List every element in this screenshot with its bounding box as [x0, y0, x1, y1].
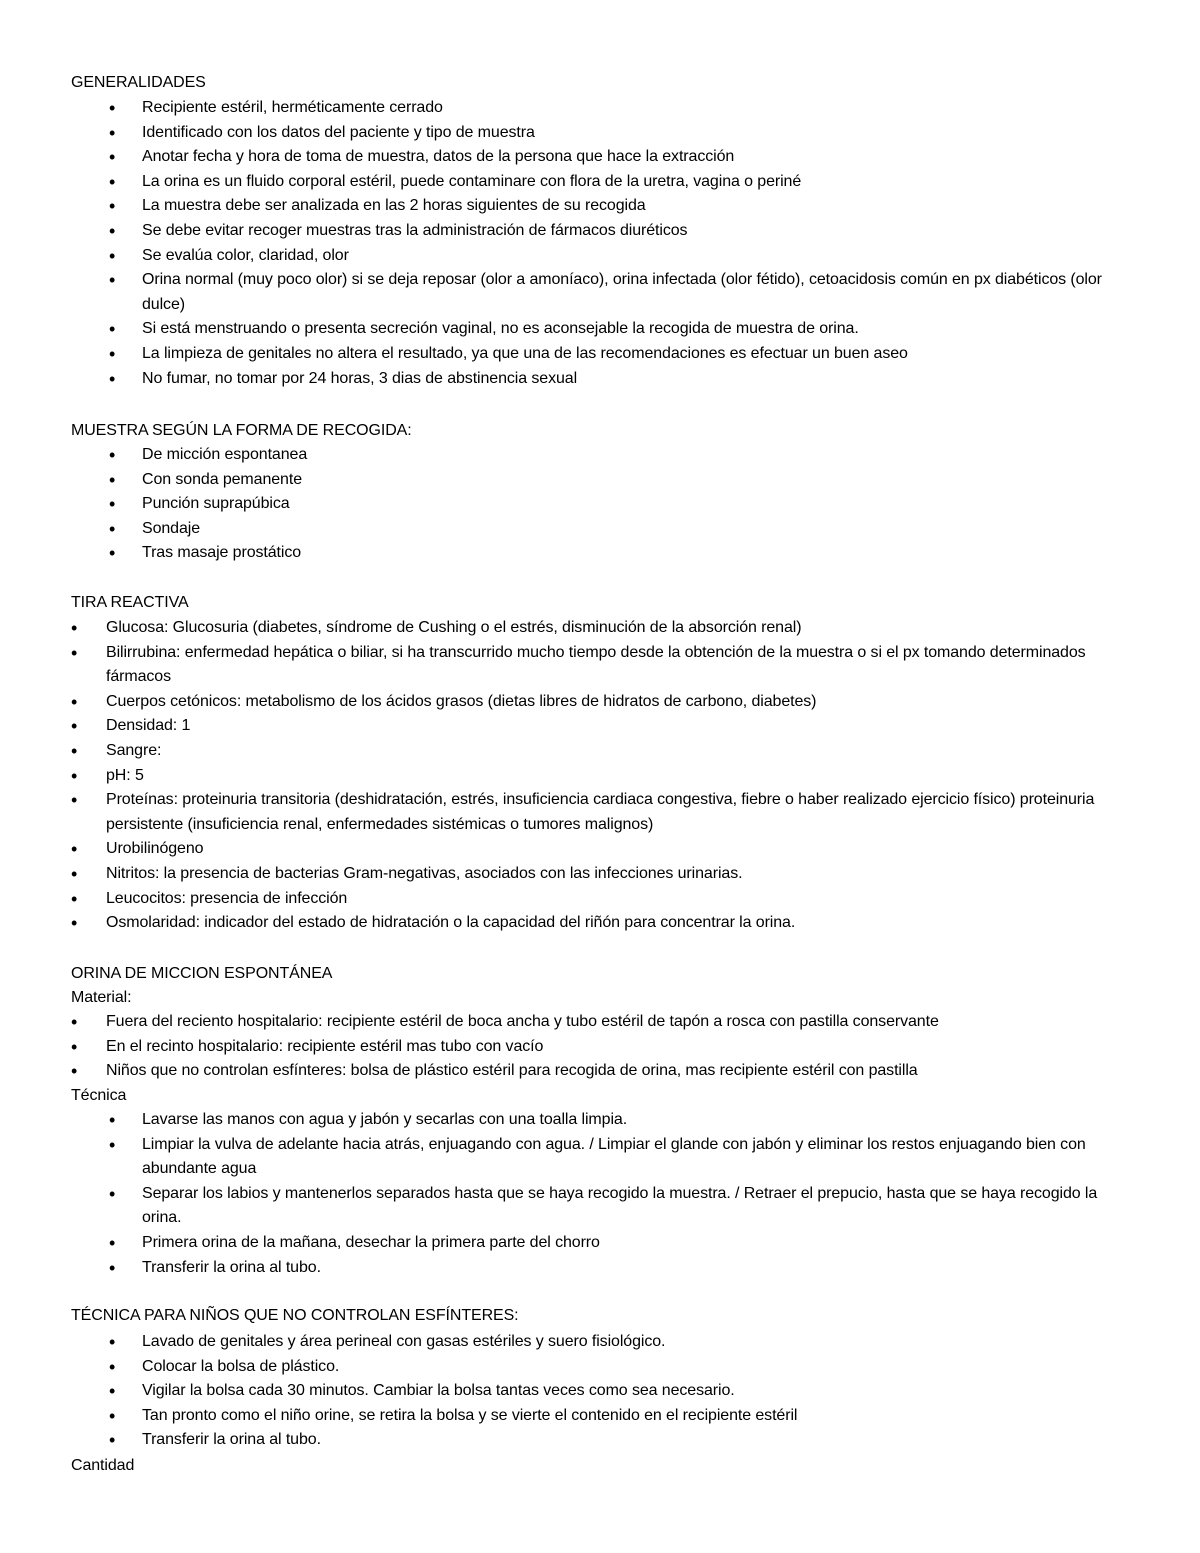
list-item: • Cuerpos cetónicos: metabolismo de los ácidos grasos (dietas libres de hidratos de carbono, diabetes)	[106, 690, 1136, 715]
list-item: • Recipiente estéril, herméticamente cerrado	[142, 96, 1132, 121]
list-item: • Primera orina de la mañana, desechar la primera parte del chorro	[142, 1231, 1132, 1256]
section-heading-orina-espontanea: ORINA DE MICCION ESPONTÁNEA	[71, 965, 333, 982]
material-label: Material:	[71, 989, 132, 1006]
list-item: • Densidad: 1	[106, 714, 1136, 739]
list-item: • En el recinto hospitalario: recipiente estéril mas tubo con vacío	[106, 1035, 1136, 1060]
list-item: • Lavado de genitales y área perineal con gasas estériles y suero fisiológico.	[142, 1330, 1132, 1355]
tecnica-label: Técnica	[71, 1087, 127, 1104]
list-item: • Orina normal (muy poco olor) si se deja reposar (olor a amoníaco), orina infectada (olor fétido), cetoacidosis común en px diabéticos (olor dulce)	[142, 268, 1132, 317]
section-heading-generalidades: GENERALIDADES	[71, 74, 206, 91]
section-heading-tecnica-ninos: TÉCNICA PARA NIÑOS QUE NO CONTROLAN ESFÍNTERES:	[71, 1307, 519, 1324]
list-item: • Tan pronto como el niño orine, se retira la bolsa y se vierte el contenido en el recipiente estéril	[142, 1404, 1132, 1429]
list-item: • Glucosa: Glucosuria (diabetes, síndrome de Cushing o el estrés, disminución de la absorción renal)	[106, 616, 1136, 641]
list-item: • Tras masaje prostático	[142, 541, 1132, 566]
list-item: • La muestra debe ser analizada en las 2 horas siguientes de su recogida	[142, 194, 1132, 219]
list-item: • Sondaje	[142, 517, 1132, 542]
list-item: • Nitritos: la presencia de bacterias Gram-negativas, asociados con las infecciones urinarias.	[106, 862, 1136, 887]
list-item: • Limpiar la vulva de adelante hacia atrás, enjuagando con agua. / Limpiar el glande con jabón y eliminar los restos enjuagando bien con abundante agua	[142, 1133, 1132, 1182]
list-item: • Bilirrubina: enfermedad hepática o biliar, si ha transcurrido mucho tiempo desde la obtención de la muestra o si el px tomando determinados fármacos	[106, 641, 1136, 690]
tecnica-ninos-list	[142, 1330, 1132, 1453]
generalidades-list	[142, 96, 1132, 391]
list-item: • Fuera del reciento hospitalario: recipiente estéril de boca ancha y tubo estéril de tapón a rosca con pastilla conservante	[106, 1010, 1136, 1035]
list-item: • Si está menstruando o presenta secreción vaginal, no es aconsejable la recogida de muestra de orina.	[142, 317, 1132, 342]
list-item: • Separar los labios y mantenerlos separados hasta que se haya recogido la muestra. / Retraer el prepucio, hasta que se haya recogido la orina.	[142, 1182, 1132, 1231]
material-list	[106, 1010, 1136, 1084]
list-item: • Leucocitos: presencia de infección	[106, 887, 1136, 912]
list-item: • Punción suprapúbica	[142, 492, 1132, 517]
list-item: • Urobilinógeno	[106, 837, 1136, 862]
muestra-list	[142, 443, 1132, 566]
list-item: • Sangre:	[106, 739, 1136, 764]
cantidad-label: Cantidad	[71, 1457, 135, 1474]
list-item: • Colocar la bolsa de plástico.	[142, 1355, 1132, 1380]
list-item: • Con sonda pemanente	[142, 468, 1132, 493]
list-item: • La limpieza de genitales no altera el resultado, ya que una de las recomendaciones es efectuar un buen aseo	[142, 342, 1132, 367]
list-item: • Se evalúa color, claridad, olor	[142, 244, 1132, 269]
list-item: • No fumar, no tomar por 24 horas, 3 dias de abstinencia sexual	[142, 367, 1132, 392]
list-item: • De micción espontanea	[142, 443, 1132, 468]
list-item: • Vigilar la bolsa cada 30 minutos. Cambiar la bolsa tantas veces como sea necesario.	[142, 1379, 1132, 1404]
list-item: • Identificado con los datos del paciente y tipo de muestra	[142, 121, 1132, 146]
tira-reactiva-list	[106, 616, 1136, 936]
list-item: • Se debe evitar recoger muestras tras la administración de fármacos diuréticos	[142, 219, 1132, 244]
list-item: • Transferir la orina al tubo.	[142, 1428, 1132, 1453]
section-heading-muestra: MUESTRA SEGÚN LA FORMA DE RECOGIDA:	[71, 422, 412, 439]
list-item: • pH: 5	[106, 764, 1136, 789]
list-item: • Anotar fecha y hora de toma de muestra, datos de la persona que hace la extracción	[142, 145, 1132, 170]
list-item: • La orina es un fluido corporal estéril, puede contaminare con flora de la uretra, vagina o periné	[142, 170, 1132, 195]
list-item: • Transferir la orina al tubo.	[142, 1256, 1132, 1281]
section-heading-tira-reactiva: TIRA REACTIVA	[71, 594, 189, 611]
list-item: • Niños que no controlan esfínteres: bolsa de plástico estéril para recogida de orina, mas recipiente estéril con pastilla	[106, 1059, 1136, 1084]
tecnica-list	[142, 1108, 1132, 1280]
list-item: • Osmolaridad: indicador del estado de hidratación o la capacidad del riñón para concentrar la orina.	[106, 911, 1136, 936]
list-item: • Proteínas: proteinuria transitoria (deshidratación, estrés, insuficiencia cardiaca congestiva, fiebre o haber realizado ejercicio físico) proteinuria persistente (insuficiencia renal, enfermedades sistémicas o tumores malignos)	[106, 788, 1136, 837]
list-item: • Lavarse las manos con agua y jabón y secarlas con una toalla limpia.	[142, 1108, 1132, 1133]
